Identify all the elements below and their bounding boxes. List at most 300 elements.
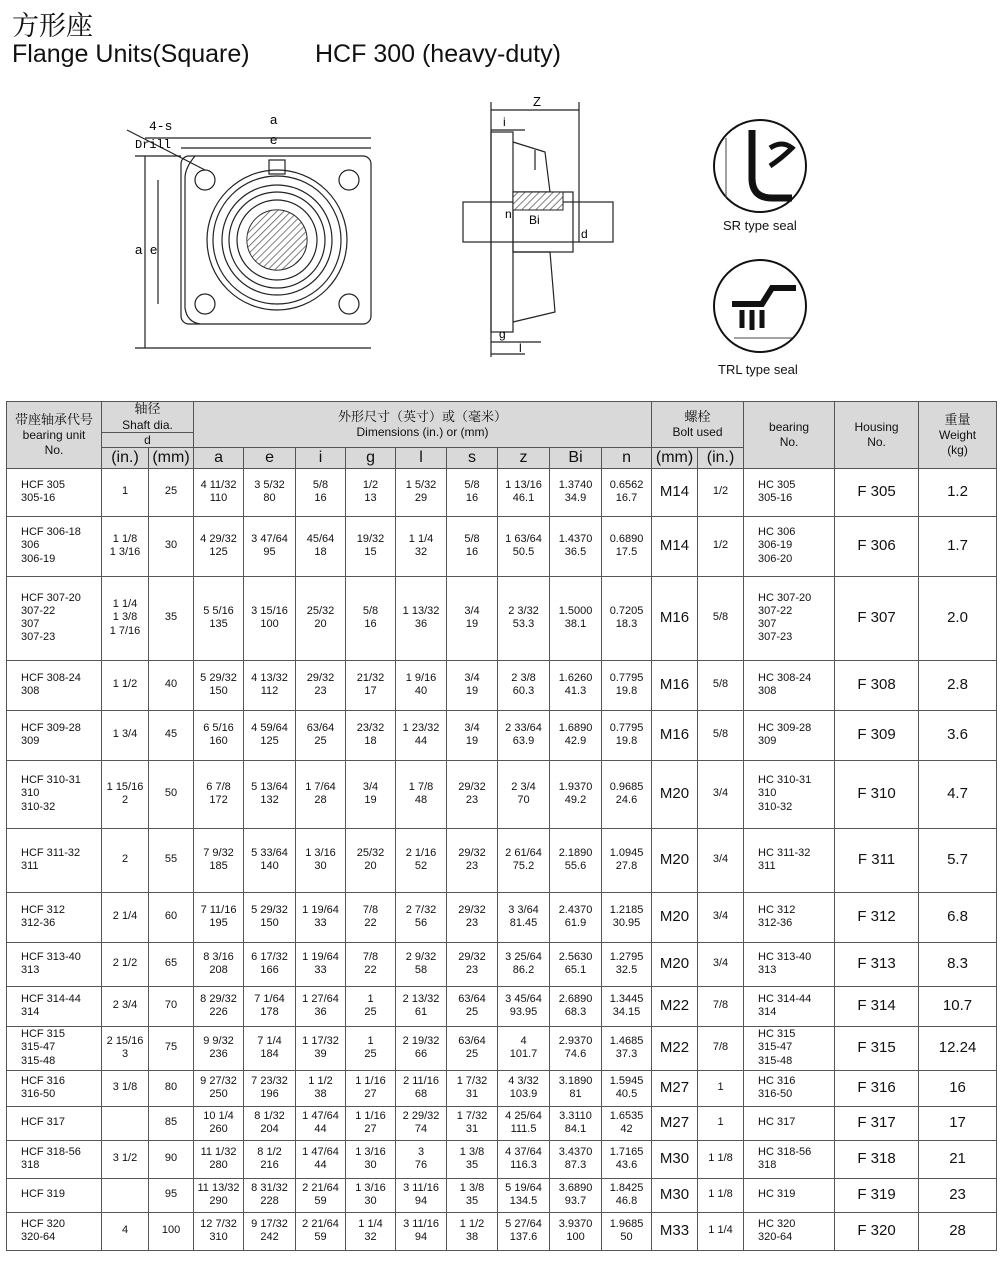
dim-n-cell: [602, 516, 652, 576]
dim-s-cell-line: 29/32: [458, 950, 486, 963]
dim-a-cell: [194, 986, 244, 1026]
dim-e-cell: [244, 942, 296, 986]
shaft-mm-cell: 85: [149, 1106, 194, 1140]
dim-s-cell-line: 19: [465, 685, 479, 698]
dim-z-cell-line: 3 45/64: [505, 992, 542, 1005]
dim-n-cell: [602, 660, 652, 710]
dim-s-cell-line: 1 3/8: [459, 1181, 485, 1194]
dim-s-cell-line: 19: [465, 618, 479, 631]
dim-a-cell-line: 172: [209, 794, 228, 807]
dim-n-cell: [602, 892, 652, 942]
dim-e-cell-line: 196: [260, 1088, 279, 1101]
bearing-no-cell-line: HC 311-32: [758, 846, 811, 859]
dim-a-cell: [194, 1178, 244, 1212]
dim-bi-cell-line: 1.5000: [558, 604, 593, 617]
dim-bi-cell: [550, 828, 602, 892]
dim-z-cell: [498, 1070, 550, 1106]
dim-l-cell: [396, 516, 447, 576]
dim-bi-cell: [550, 516, 602, 576]
dim-l-cell-line: 66: [414, 1048, 428, 1061]
unit-no-cell-line: HCF 310-31: [21, 774, 81, 787]
col-weight-header: 重量 Weight (kg): [919, 402, 997, 469]
dim-n-cell-line: 30.95: [612, 917, 641, 930]
bolt-mm-cell: M27: [652, 1070, 698, 1106]
dim-n-cell-line: 34.15: [612, 1006, 641, 1019]
model-title: HCF 300 (heavy-duty): [315, 40, 561, 68]
shaft-in-cell: [102, 942, 149, 986]
dim-l-cell-line: 76: [414, 1159, 428, 1172]
weight-cell: 8.3: [919, 942, 997, 986]
dim-n-cell: [602, 1070, 652, 1106]
dim-i-cell-line: 59: [314, 1231, 327, 1244]
unit-no-cell-line: HCF 313-40: [21, 950, 81, 963]
dim-e-cell: [244, 576, 296, 660]
housing-no-cell: F 305: [835, 468, 919, 516]
dim-a-cell: [194, 660, 244, 710]
dim-i-cell-line: 1 47/64: [302, 1109, 339, 1122]
dim-e-cell: [244, 516, 296, 576]
shaft-in-cell-line: 1 3/4: [112, 728, 138, 741]
dim-i-cell-line: 1 19/64: [302, 903, 339, 916]
dim-l-cell: [396, 828, 447, 892]
dim-z-cell-line: 4: [520, 1034, 527, 1047]
bolt-in-cell: 1: [698, 1106, 744, 1140]
table-row: [7, 1106, 997, 1140]
unit-no-cell-line: 316-50: [21, 1088, 56, 1101]
dim-s-cell-line: 5/8: [464, 532, 480, 545]
dim-g-cell-line: 13: [364, 492, 377, 505]
dim-a-cell-line: 9 27/32: [200, 1074, 237, 1087]
bearing-no-cell-line: 320-64: [758, 1231, 793, 1244]
col-housing-header: Housing No.: [835, 402, 919, 469]
dim-l-cell-line: 1 9/16: [405, 671, 437, 684]
dim-i-cell-line: 1 7/64: [305, 780, 336, 793]
dim-z-cell-line: 5 27/64: [505, 1217, 542, 1230]
dim-bi-cell: [550, 1178, 602, 1212]
dim-s-cell-line: 5/8: [464, 478, 480, 491]
dim-bi-cell-line: 1.9370: [558, 780, 593, 793]
dim-bi-cell: [550, 660, 602, 710]
dim-s-cell-line: 29/32: [458, 780, 486, 793]
dim-g-cell-line: 1 1/16: [355, 1074, 386, 1087]
unit-no-cell-line: HCF 318-56: [21, 1145, 81, 1158]
dim-l-cell: [396, 1106, 447, 1140]
dim-n-cell-line: 37.3: [615, 1048, 638, 1061]
unit-no-cell: [7, 828, 102, 892]
sr-seal-drawing: [712, 118, 808, 214]
shaft-mm-cell: 50: [149, 760, 194, 828]
unit-no-cell-line: 307-23: [21, 631, 56, 644]
dim-a-cell-line: 9 9/32: [203, 1034, 234, 1047]
bolt-mm-cell: M20: [652, 942, 698, 986]
dim-g-cell-line: 20: [364, 860, 377, 873]
dim-z-cell: [498, 660, 550, 710]
col-shaft-d: d: [102, 432, 194, 447]
dim-l-cell-line: 2 11/16: [403, 1074, 439, 1087]
dim-g-cell-line: 23/32: [356, 721, 385, 734]
bolt-mm-cell: M20: [652, 828, 698, 892]
dim-z-cell: [498, 986, 550, 1026]
dim-e-top: e: [270, 132, 278, 147]
dim-e-cell-line: 5 13/64: [251, 780, 288, 793]
dim-e-cell: [244, 710, 296, 760]
dim-e-cell-line: 3 47/64: [251, 532, 288, 545]
dim-bi-cell-line: 3.3110: [559, 1109, 592, 1122]
dim-n-cell: [602, 468, 652, 516]
dim-s-cell-line: 23: [465, 917, 479, 930]
bearing-no-cell-line: HC 312: [758, 903, 796, 916]
dim-n-cell: [602, 1140, 652, 1178]
shaft-mm-cell: 35: [149, 576, 194, 660]
dim-g-cell-line: 22: [364, 964, 377, 977]
dim-a-cell-line: 310: [209, 1231, 228, 1244]
bolt-in-cell: 7/8: [698, 986, 744, 1026]
dim-a-side: a: [135, 242, 143, 257]
bearing-no-cell-line: 314: [758, 1006, 777, 1019]
housing-no-cell: F 320: [835, 1212, 919, 1250]
dim-s-cell-line: 25: [465, 1048, 479, 1061]
dim-n-cell-line: 1.2795: [609, 950, 644, 963]
dim-l-cell-line: 58: [414, 964, 428, 977]
dim-g-cell: [346, 1178, 396, 1212]
dim-l-cell-line: 1 13/32: [402, 604, 440, 617]
dim-n-cell: [602, 1178, 652, 1212]
dim-bi-cell-line: 55.6: [564, 860, 587, 873]
dim-g-cell: [346, 760, 396, 828]
shaft-mm-cell: 45: [149, 710, 194, 760]
dim-n-cell-line: 27.8: [615, 860, 638, 873]
unit-no-cell-line: 309: [21, 735, 40, 748]
housing-no-cell: F 313: [835, 942, 919, 986]
weight-cell: 23: [919, 1178, 997, 1212]
dim-i-cell-line: 45/64: [306, 532, 335, 545]
dim-i-cell: [296, 468, 346, 516]
shaft-mm-cell: 25: [149, 468, 194, 516]
dim-a-cell-line: 260: [209, 1123, 228, 1136]
dim-i-cell: [296, 942, 346, 986]
dim-s-cell: [447, 468, 498, 516]
bearing-no-cell-line: HC 320: [758, 1217, 796, 1230]
dim-a-cell-line: 195: [209, 917, 228, 930]
dim-bi-cell-line: 87.3: [564, 1159, 587, 1172]
dim-a-cell-line: 280: [209, 1159, 228, 1172]
dim-e-cell-line: 4 13/32: [251, 671, 288, 684]
dim-l-cell-line: 1 5/32: [405, 478, 437, 491]
bearing-no-cell-line: 311: [758, 860, 776, 873]
dim-g-cell: [346, 1070, 396, 1106]
dim-z-cell-line: 4 25/64: [505, 1109, 542, 1122]
unit-no-cell-line: 306-19: [21, 552, 56, 565]
dim-n-cell-line: 19.8: [615, 735, 638, 748]
weight-cell: 3.6: [919, 710, 997, 760]
dim-i-cell: [296, 760, 346, 828]
dim-s-cell-line: 19: [465, 735, 479, 748]
shaft-in-cell: [102, 892, 149, 942]
dim-a-cell-line: 160: [209, 735, 228, 748]
bolt-in-cell: 1 1/8: [698, 1140, 744, 1178]
weight-cell: 2.8: [919, 660, 997, 710]
dim-e-cell-line: 140: [260, 860, 279, 873]
shaft-in-cell-line: 1 3/16: [109, 546, 141, 559]
dim-n-cell-line: 46.8: [615, 1195, 638, 1208]
dim-l-cell-line: 2 9/32: [405, 950, 437, 963]
dim-l-cell-line: 3: [417, 1145, 425, 1158]
dim-i-cell: [296, 828, 346, 892]
housing-no-cell: F 308: [835, 660, 919, 710]
dim-i-cell-line: 38: [314, 1088, 327, 1101]
dim-i-cell-line: 39: [314, 1048, 327, 1061]
dim-e-cell-line: 178: [260, 1006, 279, 1019]
bearing-no-cell: [744, 1106, 835, 1140]
shaft-in-cell: [102, 828, 149, 892]
dim-bi-cell-line: 68.3: [564, 1006, 587, 1019]
table-row: [7, 892, 997, 942]
holes-label: 4-s: [149, 119, 173, 134]
table-row: [7, 1212, 997, 1250]
dim-s-cell: [447, 760, 498, 828]
dim-n-cell: [602, 1106, 652, 1140]
weight-cell: 4.7: [919, 760, 997, 828]
dim-g-cell-line: 21/32: [356, 671, 385, 684]
dim-a-cell-line: 6 5/16: [203, 721, 234, 734]
dim-a-cell: [194, 760, 244, 828]
dim-n-cell-line: 1.5945: [609, 1074, 644, 1087]
dim-l-cell: [396, 468, 447, 516]
dim-z-cell-line: 134.5: [509, 1195, 538, 1208]
dim-i-cell-line: 1 17/32: [302, 1034, 339, 1047]
page-title-cn: 方形座: [12, 11, 93, 42]
dim-z-cell-line: 63.9: [512, 735, 535, 748]
dim-n-cell-line: 19.8: [615, 685, 638, 698]
dim-s-cell-line: 63/64: [458, 992, 486, 1005]
dim-i-cell: [296, 1106, 346, 1140]
dim-e-cell: [244, 660, 296, 710]
dim-l-cell: [396, 942, 447, 986]
dim-g-cell-line: 1/2: [362, 478, 379, 491]
unit-no-cell-line: HCF 312: [21, 903, 66, 916]
dim-g-cell-line: 22: [364, 917, 377, 930]
dim-a-cell-line: 110: [209, 492, 228, 505]
dim-a-cell-line: 11 13/32: [197, 1181, 240, 1194]
shaft-in-cell-line: 1: [121, 485, 129, 498]
spec-table-body: [7, 468, 997, 1250]
dim-bi-cell-line: 1.6260: [558, 671, 593, 684]
dim-z-cell-line: 103.9: [509, 1088, 538, 1101]
bearing-no-cell-line: 316-50: [758, 1088, 793, 1101]
dim-bi-cell: [550, 1140, 602, 1178]
shaft-mm-cell: 60: [149, 892, 194, 942]
dim-z-cell-line: 46.1: [512, 492, 535, 505]
dim-a-cell-line: 236: [209, 1048, 228, 1061]
dim-e-cell: [244, 892, 296, 942]
dim-bi-cell-line: 100: [566, 1231, 585, 1244]
dim-i-cell-line: 1 47/64: [302, 1145, 339, 1158]
dim-e-cell: [244, 1106, 296, 1140]
dim-l-cell-line: 1 23/32: [402, 721, 440, 734]
dim-i-cell-line: 28: [314, 794, 327, 807]
dim-a-top: a: [270, 112, 278, 127]
dim-a-cell-line: 5 29/32: [200, 671, 237, 684]
table-row: [7, 1070, 997, 1106]
unit-no-cell: [7, 1106, 102, 1140]
dim-i-cell-line: 23: [314, 685, 327, 698]
trl-seal-label: TRL type seal: [718, 362, 798, 377]
dim-bi-cell-line: 38.1: [564, 618, 587, 631]
bolt-in-cell: 1/2: [698, 468, 744, 516]
dim-bi-cell-line: 2.9370: [558, 1034, 593, 1047]
dim-e-cell-line: 166: [260, 964, 279, 977]
bearing-no-cell-line: HC 308-24: [758, 671, 812, 684]
shaft-in-cell-line: 2 1/2: [112, 957, 138, 970]
dim-e-side: e: [150, 242, 158, 257]
front-view-drawing: [125, 108, 395, 358]
dim-s-cell-line: 23: [465, 860, 479, 873]
unit-no-cell-line: 307: [21, 618, 40, 631]
dim-a-cell-line: 208: [209, 964, 228, 977]
dim-e-cell: [244, 1178, 296, 1212]
bearing-no-cell-line: 310-32: [758, 800, 793, 813]
col-bolt-mm: (mm): [652, 448, 698, 468]
shaft-in-cell-line: 1 1/8: [112, 532, 138, 545]
bearing-no-cell-line: 309: [758, 735, 777, 748]
dim-bi-cell-line: 2.6890: [558, 992, 593, 1005]
dim-e-cell-line: 184: [260, 1048, 279, 1061]
shaft-in-cell: [102, 468, 149, 516]
page-title: Flange Units(Square): [12, 40, 250, 68]
col-l: l: [396, 448, 447, 468]
bearing-no-cell-line: HC 309-28: [758, 721, 812, 734]
weight-cell: 28: [919, 1212, 997, 1250]
dim-a-cell: [194, 1140, 244, 1178]
unit-no-cell-line: HCF 314-44: [21, 992, 81, 1005]
dim-i-cell: [296, 1212, 346, 1250]
dim-s-cell-line: 3/4: [464, 721, 480, 734]
dim-l-cell-line: 36: [414, 618, 428, 631]
dim-n-cell-line: 0.9685: [609, 780, 644, 793]
table-row: [7, 1140, 997, 1178]
dim-i-cell-line: 44: [314, 1159, 327, 1172]
col-i: i: [296, 448, 346, 468]
table-row: [7, 986, 997, 1026]
shaft-in-cell: [102, 660, 149, 710]
unit-no-cell-line: 315-48: [21, 1054, 56, 1067]
dim-z-cell-line: 2 3/8: [511, 671, 536, 684]
bearing-no-cell-line: HC 306: [758, 526, 796, 539]
dim-a-cell-line: 125: [209, 546, 228, 559]
spec-table: [6, 401, 997, 1251]
dim-l-cell: [396, 986, 447, 1026]
bearing-no-cell-line: HC 319: [758, 1188, 796, 1201]
dim-g-cell: [346, 1106, 396, 1140]
dim-z-cell: [498, 942, 550, 986]
bearing-no-cell: [744, 576, 835, 660]
dim-bi-cell: [550, 1026, 602, 1070]
dim-a-cell-line: 185: [209, 860, 228, 873]
shaft-in-cell: [102, 1212, 149, 1250]
dim-e-cell-line: 95: [263, 546, 276, 559]
dim-bi-cell: [550, 468, 602, 516]
unit-no-cell-line: HCF 308-24: [21, 671, 81, 684]
shaft-in-cell-line: 1 7/16: [109, 624, 141, 637]
dim-i-cell-line: 1 27/64: [302, 992, 339, 1005]
dim-z-cell-line: 75.2: [512, 860, 535, 873]
unit-no-cell-line: 310-32: [21, 800, 56, 813]
unit-no-cell-line: HCF 317: [21, 1116, 66, 1129]
dim-bi-cell-line: 49.2: [564, 794, 587, 807]
dim-l-cell: [396, 710, 447, 760]
dim-z-cell-line: 111.5: [510, 1123, 537, 1136]
dim-s-cell-line: 23: [465, 794, 479, 807]
dim-i-cell-line: 33: [314, 964, 327, 977]
dim-s-cell: [447, 660, 498, 710]
dim-bi-cell-line: 3.6890: [558, 1181, 593, 1194]
dim-g-cell-line: 3/4: [362, 780, 379, 793]
bolt-in-cell: 5/8: [698, 660, 744, 710]
dim-a-cell-line: 290: [209, 1195, 228, 1208]
bearing-no-cell-line: 312-36: [758, 917, 793, 930]
dim-g-cell-line: 7/8: [362, 903, 379, 916]
dim-z-cell-line: 70: [517, 794, 530, 807]
unit-no-cell-line: 307-22: [21, 604, 56, 617]
dim-i-cell-line: 44: [314, 1123, 327, 1136]
dim-i-cell-line: 1 3/16: [305, 846, 336, 859]
dim-z-cell-line: 2 3/32: [508, 604, 539, 617]
weight-cell: 6.8: [919, 892, 997, 942]
col-e: e: [244, 448, 296, 468]
dim-n-cell-line: 1.8425: [609, 1181, 644, 1194]
unit-no-cell-line: 314: [21, 1006, 40, 1019]
table-row: [7, 516, 997, 576]
dim-n-cell: [602, 576, 652, 660]
dim-l-cell-line: 94: [414, 1195, 428, 1208]
weight-cell: 16: [919, 1070, 997, 1106]
dim-n-cell: [602, 1212, 652, 1250]
shaft-in-cell-line: 2 15/16: [106, 1034, 144, 1047]
bolt-in-cell: 3/4: [698, 892, 744, 942]
dim-bi-cell-line: 93.7: [564, 1195, 587, 1208]
dim-z-cell-line: 60.3: [512, 685, 535, 698]
col-bolt-in: (in.): [698, 448, 744, 468]
weight-cell: 5.7: [919, 828, 997, 892]
bearing-no-cell: [744, 1178, 835, 1212]
dim-l-cell-line: 52: [414, 860, 428, 873]
dim-a-cell-line: 5 5/16: [203, 604, 234, 617]
bearing-no-cell: [744, 942, 835, 986]
bearing-no-cell-line: 308: [758, 685, 777, 698]
dim-n-cell-line: 1.0945: [609, 846, 644, 859]
dim-s-cell-line: 35: [465, 1159, 479, 1172]
dim-s-cell-line: 3/4: [464, 604, 480, 617]
shaft-in-cell-line: 2: [121, 853, 129, 866]
dim-e-cell: [244, 1026, 296, 1070]
table-row: [7, 942, 997, 986]
dim-z-cell-line: 53.3: [512, 618, 535, 631]
dim-n-cell-line: 0.6890: [609, 532, 644, 545]
col-shaft-in: (in.): [102, 448, 149, 468]
shaft-in-cell: [102, 516, 149, 576]
dim-s-cell: [447, 1140, 498, 1178]
bearing-no-cell: [744, 892, 835, 942]
dim-z-cell: [498, 468, 550, 516]
bearing-no-cell: [744, 1070, 835, 1106]
dim-s-cell: [447, 986, 498, 1026]
dim-e-cell-line: 242: [260, 1231, 279, 1244]
unit-no-cell-line: 308: [21, 685, 40, 698]
dim-z-cell: [498, 710, 550, 760]
dim-a-cell-line: 10 1/4: [203, 1109, 234, 1122]
dim-i-cell: [296, 710, 346, 760]
dim-a-cell-line: 8 29/32: [200, 992, 237, 1005]
